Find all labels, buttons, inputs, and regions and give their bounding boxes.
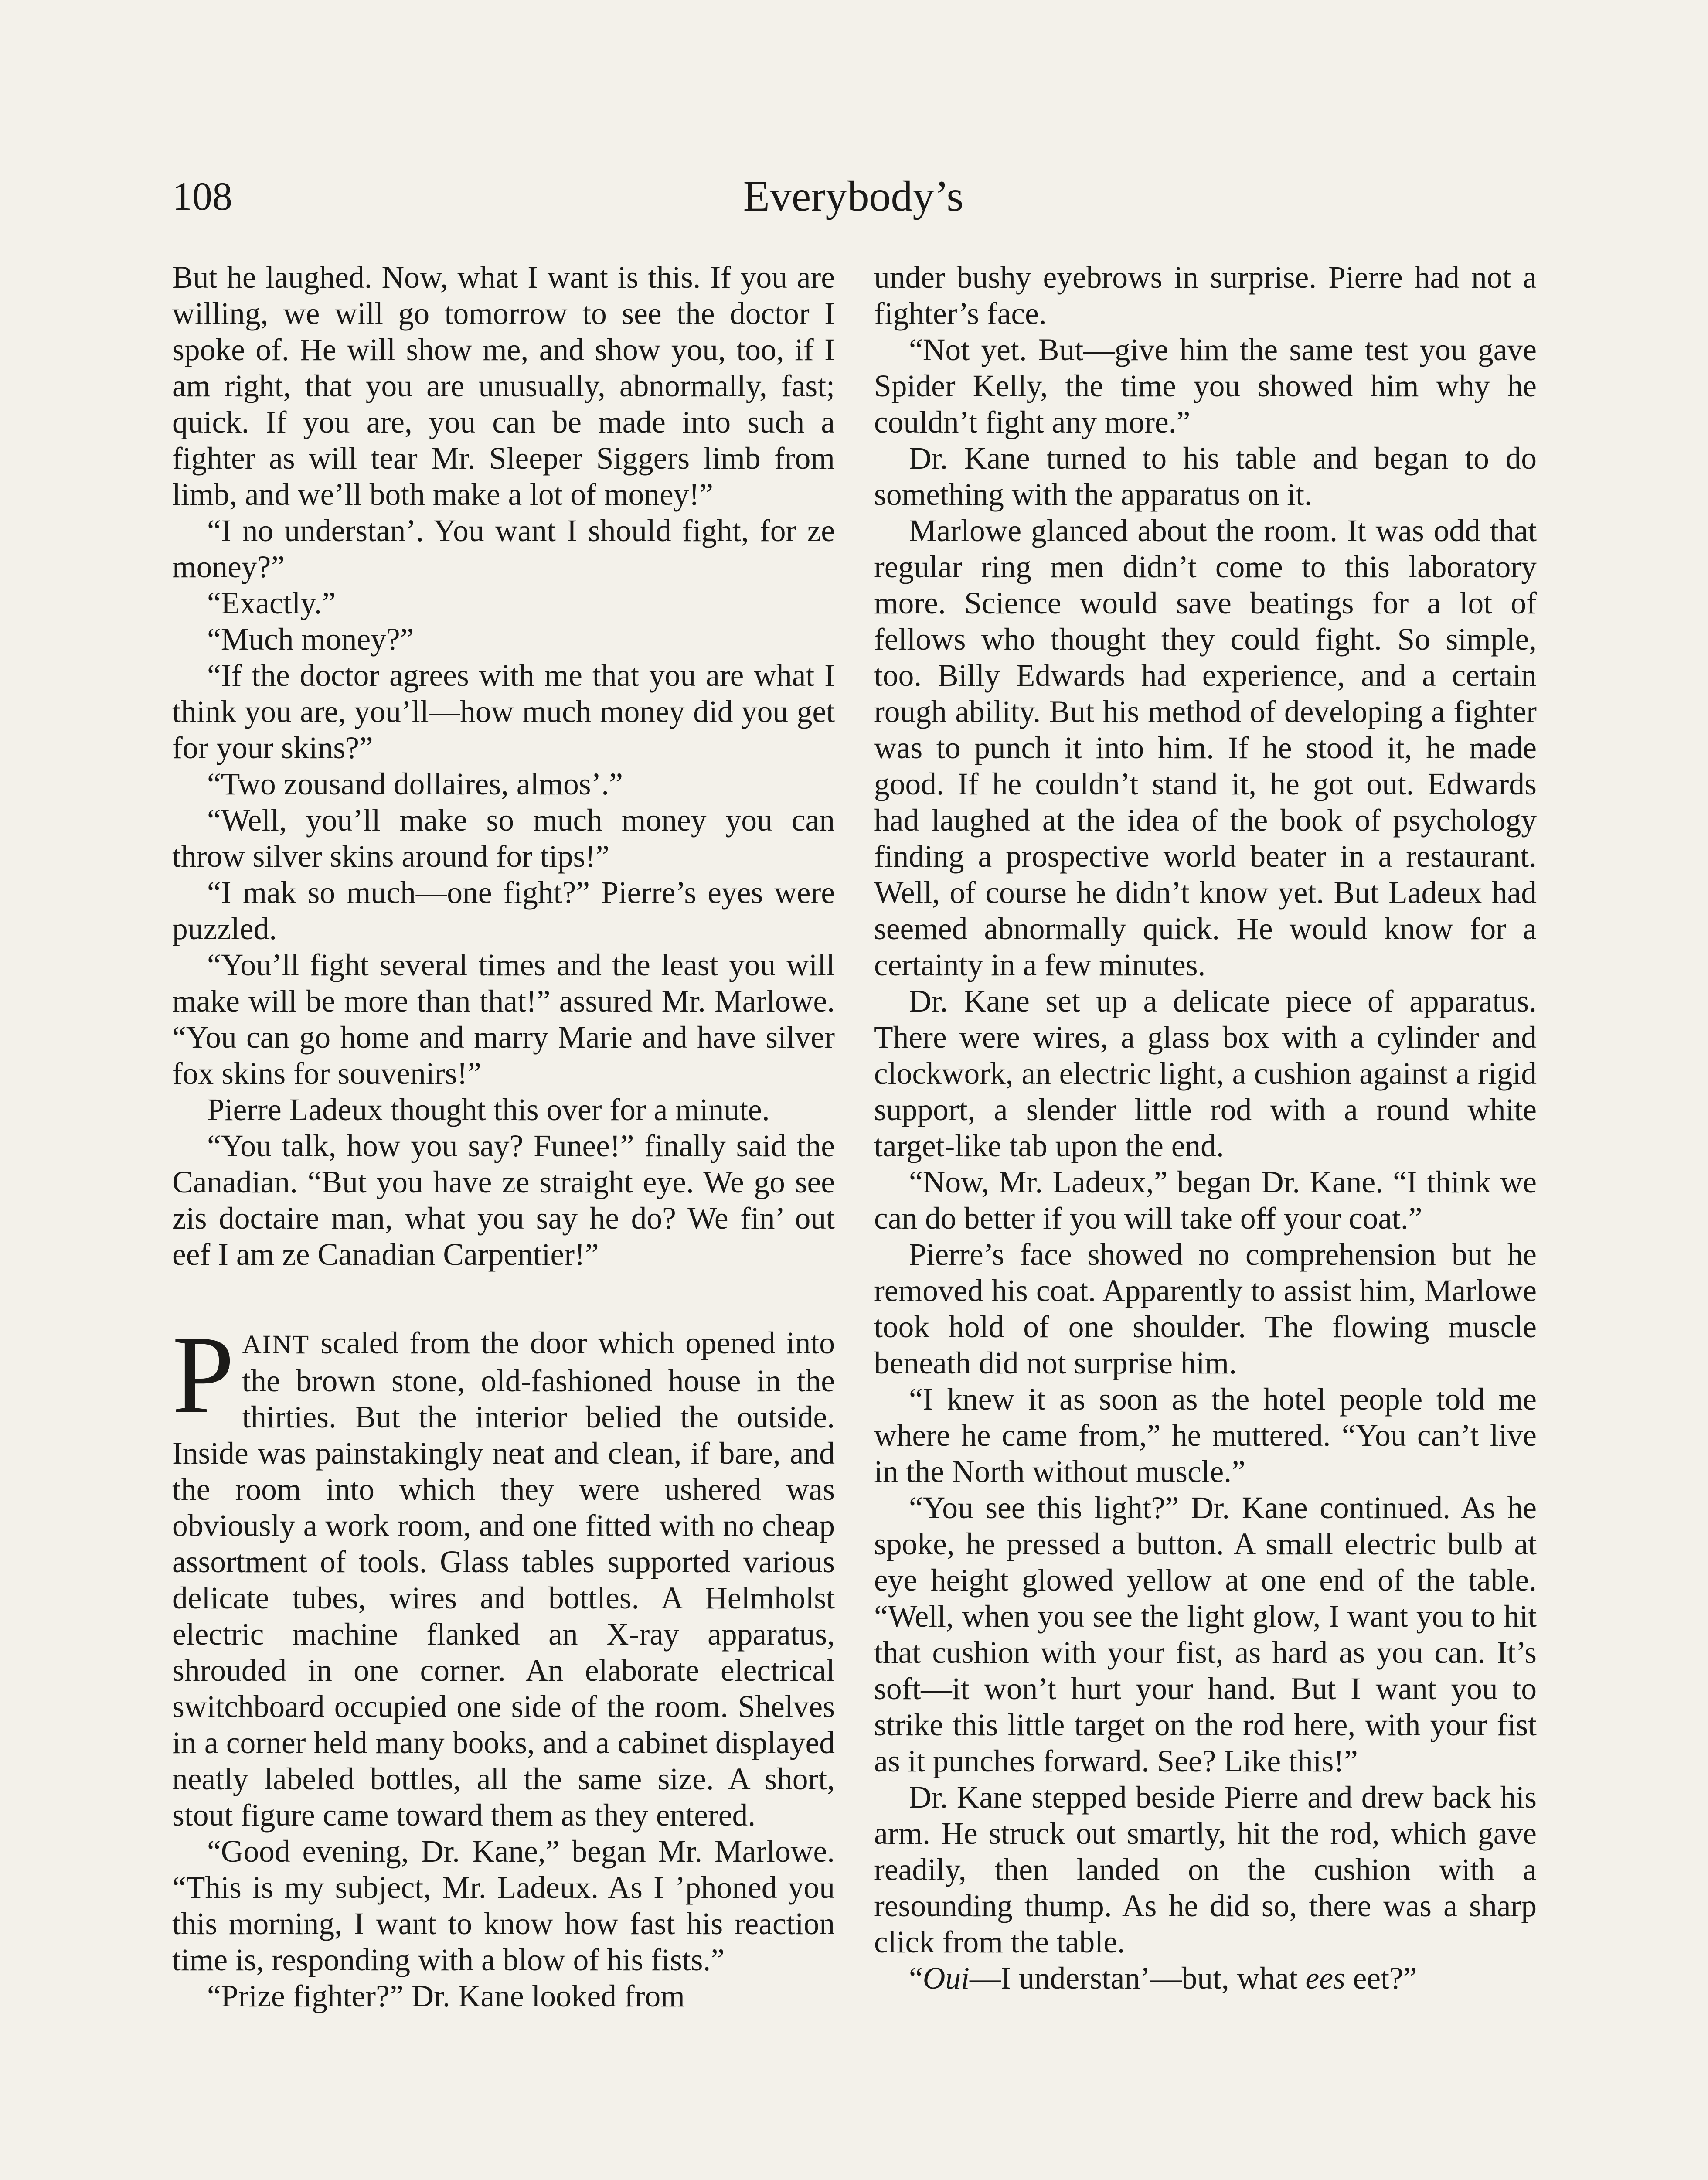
paragraph: “If the doctor agrees with me that you are what I think you are, you’ll—how much money did you get for your skins?”	[172, 658, 835, 765]
open-quote: “	[909, 1961, 923, 1996]
paragraph: “Prize fighter?” Dr. Kane looked from	[207, 1979, 685, 2013]
paragraph: Dr. Kane set up a delicate piece of apparatus. There were wires, a glass box with a cylinder and clockwork, an electric light, a cushion against a rigid support, a slender little rod with a round white target-like tab upon the end.	[874, 984, 1537, 1163]
paragraph: “Two zousand dollaires, almos’.”	[207, 767, 623, 801]
paragraph: “Good evening, Dr. Kane,” began Mr. Marlowe. “This is my subject, Mr. Ladeux. As I ’phoned you this morning, I want to know how fast his reaction time is, responding with a blow of his fists.”	[172, 1834, 835, 1977]
left-column	[172, 259, 835, 2014]
magazine-title: Everybody’s	[743, 172, 964, 220]
dialogue-middle: —I understan’—but, what	[970, 1961, 1306, 1996]
paragraph-continuation: under bushy eyebrows in surprise. Pierre had not a fighter’s face.	[874, 260, 1537, 331]
paragraph: Dr. Kane turned to his table and began to do something with the apparatus on it.	[874, 441, 1537, 512]
paragraph-last	[874, 1960, 1537, 1996]
paragraph: But he laughed. Now, what I want is this. If you are willing, we will go tomorrow to see the doctor I spoke of. He will show me, and show you, too, if I am right, that you are unusually, abnormally, fast; quick. If you are, you can be made into such a fighter as will tear Mr. Sleeper Siggers limb from limb, and we’ll both make a lot of money!”	[172, 260, 835, 512]
small-caps-lead: AINT	[242, 1330, 310, 1359]
paragraph: Dr. Kane stepped beside Pierre and drew back his arm. He struck out smartly, hit the rod, which gave readily, then landed on the cushion with a resounding thump. As he did so, there was a sharp click from the table.	[874, 1780, 1537, 1959]
paragraph: “You see this light?” Dr. Kane continued. As he spoke, he pressed a button. A small electric bulb at eye height glowed yellow at one end of the table. “Well, when you see the light glow, I want you to hit that cushion with your fist, as hard as you can. It’s soft—it won’t hurt your hand. But I want you to strike this little target on the rod here, with your fist as it punches forward. See? Like this!”	[874, 1491, 1537, 1778]
dialogue-end: eet?”	[1345, 1961, 1417, 1996]
paragraph: “Exactly.”	[207, 586, 336, 620]
paragraph: “I mak so much—one fight?” Pierre’s eyes were puzzled.	[172, 875, 835, 946]
paragraph: Pierre Ladeux thought this over for a minute.	[207, 1093, 770, 1127]
paragraph: “I no understan’. You want I should fight, for ze money?”	[172, 514, 835, 584]
paragraph: “I knew it as soon as the hotel people told me where he came from,” he muttered. “You can’t live in the North without muscle.”	[874, 1382, 1537, 1489]
paragraph: “You’ll fight several times and the least you will make will be more than that!” assured Mr. Marlowe. “You can go home and marry Marie and have silver fox skins for souvenirs!”	[172, 948, 835, 1091]
paragraph: Marlowe glanced about the room. It was odd that regular ring men didn’t come to this laboratory more. Science would save beatings for a lot of fellows who thought they could fight. So simple, too. Billy Edwards had experience, and a certain rough ability. But his method of developing a fighter was to punch it into him. If he stood it, he made good. If he couldn’t stand it, he got out. Edwards had laughed at the idea of the book of psychology finding a prospective world beater in a restaurant. Well, of course he didn’t know yet. But Ladeux had seemed abnormally quick. He would know for a certainty in a few minutes.	[874, 514, 1537, 982]
paragraph: “Not yet. But—give him the same test you gave Spider Kelly, the time you showed him why he couldn’t fight any more.”	[874, 333, 1537, 439]
paragraph: “Well, you’ll make so much money you can throw silver skins around for tips!”	[172, 803, 835, 874]
page-number: 108	[172, 174, 232, 218]
italic-ees: ees	[1305, 1961, 1345, 1996]
paragraph: “You talk, how you say? Funee!” finally said the Canadian. “But you have ze straight eye. We go see zis doctaire man, what you say he do? We fin’ out eef I am ze Canadian Carpentier!”	[172, 1129, 835, 1272]
section-opening-paragraph	[172, 1313, 835, 1833]
section-opening-text: scaled from the door which opened into the brown stone, old-fashioned house in the thirties. But the interior belied the outside. Inside was painstakingly neat and clean, if bare, and the room into which they were ushered was obviously a work room, and one fitted with no cheap assortment of tools. Glass tables supported various delicate tubes, wires and bottles. A Helmholst electric machine flanked an X-ray apparatus, shrouded in one corner. An elaborate electrical switchboard occupied one side of the room. Shelves in a corner held many books, and a cabinet displayed neatly labeled bottles, all the same size. A short, stout figure came toward them as they entered.	[172, 1326, 835, 1833]
italic-oui: Oui	[922, 1961, 970, 1996]
right-column	[874, 259, 1537, 1996]
paragraph: Pierre’s face showed no comprehension but he removed his coat. Apparently to assist him, Marlowe took hold of one shoulder. The flowing muscle beneath did not surprise him.	[874, 1237, 1537, 1380]
paragraph: “Much money?”	[207, 622, 414, 657]
page-header	[172, 172, 1534, 229]
drop-cap: P	[172, 1313, 235, 1437]
paragraph: “Now, Mr. Ladeux,” began Dr. Kane. “I think we can do better if you will take off your coat.”	[874, 1165, 1537, 1236]
